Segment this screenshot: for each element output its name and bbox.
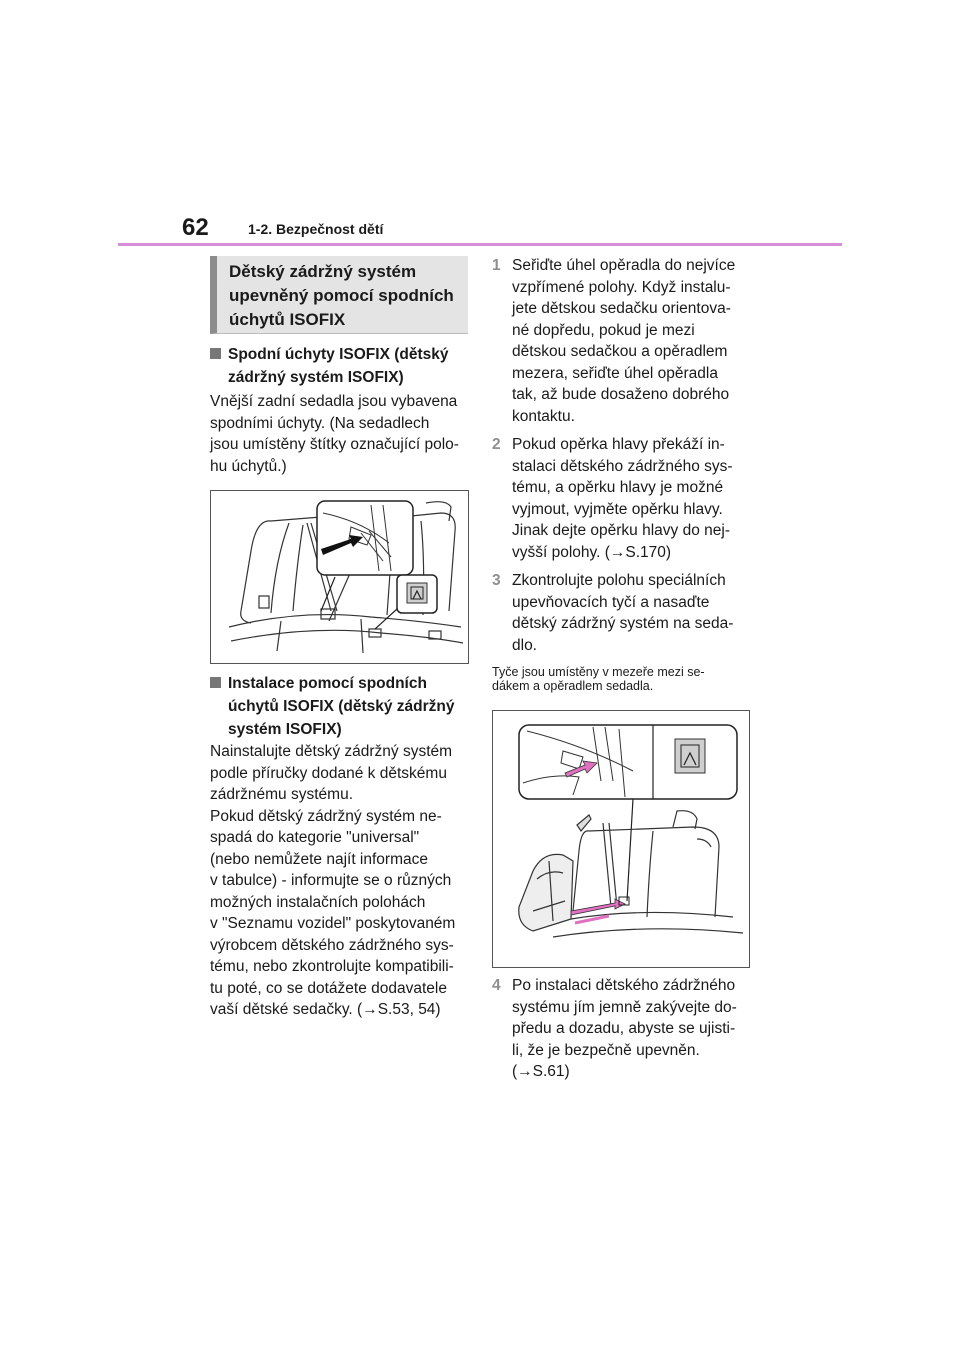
child-seat-installation-illustration	[493, 711, 749, 967]
paragraph-anchors-description: Vnější zadní sedadla jsou vybavena spodními úchyty. (Na sedadlech jsou umístěny štítky označující polo- hu úchytů.)	[210, 393, 459, 475]
step-number: 4	[492, 977, 501, 994]
section-title: Dětský zádržný systém upevněný pomocí spodních úchytů ISOFIX	[229, 262, 454, 329]
step-text: Zkontrolujte polohu speciálních upevňovacích tyčí a nasaďte dětský zádržný systém na seda- dlo.	[512, 572, 734, 654]
step-number: 1	[492, 257, 501, 274]
step-4	[492, 975, 762, 1087]
figure-isofix-anchors	[210, 490, 469, 664]
step-text: Pokud opěrka hlavy překáží in- stalaci dětského zádržného sys- tému, a opěrku hlavy je možné vyjmout, vyjměte opěrku hlavy. Jinak dejte opěrku hlavy do nej- vyšší polohy. (→S.170)	[512, 436, 733, 561]
step-3	[492, 570, 762, 660]
step-text: Po instalaci dětského zádržného systému jím jemně zakývejte do- předu a dozadu, abyste se ujisti- li, že je bezpečně upevněn. (→S.61)	[512, 977, 737, 1080]
step-text: Seřiďte úhel opěradla do nejvíce vzpřímené polohy. Když instalu- jete dětskou sedačku orientova- né dopředu, pokud je mezi dětskou sedačkou a opěradlem mezera, seřiďte úhel opěradla tak, až bude dosaženo dobrého kontaktu.	[512, 257, 736, 425]
step-2	[492, 434, 762, 566]
square-bullet-icon	[210, 348, 221, 359]
subheading-installation: Instalace pomocí spodních úchytů ISOFIX (dětský zádržný systém ISOFIX)	[210, 672, 475, 744]
rear-seat-isofix-illustration	[211, 491, 468, 663]
step-1	[492, 255, 762, 430]
section-heading-box	[210, 256, 468, 334]
paragraph-installation-instructions: Nainstalujte dětský zádržný systém podle příručky dodané k dětskému zádržnému systému. Pokud dětský zádržný systém ne- spadá do kategorie "universal" (nebo nemůžete najít informace v tabulce) - informujte se o různých možných instalačních polohách v "Seznamu vozidel" poskytovaném výrobcem dětského zádržného sys- tému, nebo zkontrolujte kompatibili- tu poté, co se dotážete dodavatele vaší dětské sedačky. (→S.53, 54)	[210, 743, 456, 1018]
step-number: 3	[492, 572, 501, 589]
page-number: 62	[182, 214, 209, 241]
step-number: 2	[492, 436, 501, 453]
figure-caption: Tyče jsou umístěny v mezeře mezi se- dákem a opěradlem sedadla.	[492, 665, 705, 693]
chapter-title: 1-2. Bezpečnost dětí	[248, 221, 384, 237]
square-bullet-icon	[210, 677, 221, 688]
header-rule	[118, 243, 842, 246]
subheading-isofix-anchors: Spodní úchyty ISOFIX (dětský zádržný systém ISOFIX)	[210, 343, 475, 391]
figure-child-seat-installation	[492, 710, 750, 968]
